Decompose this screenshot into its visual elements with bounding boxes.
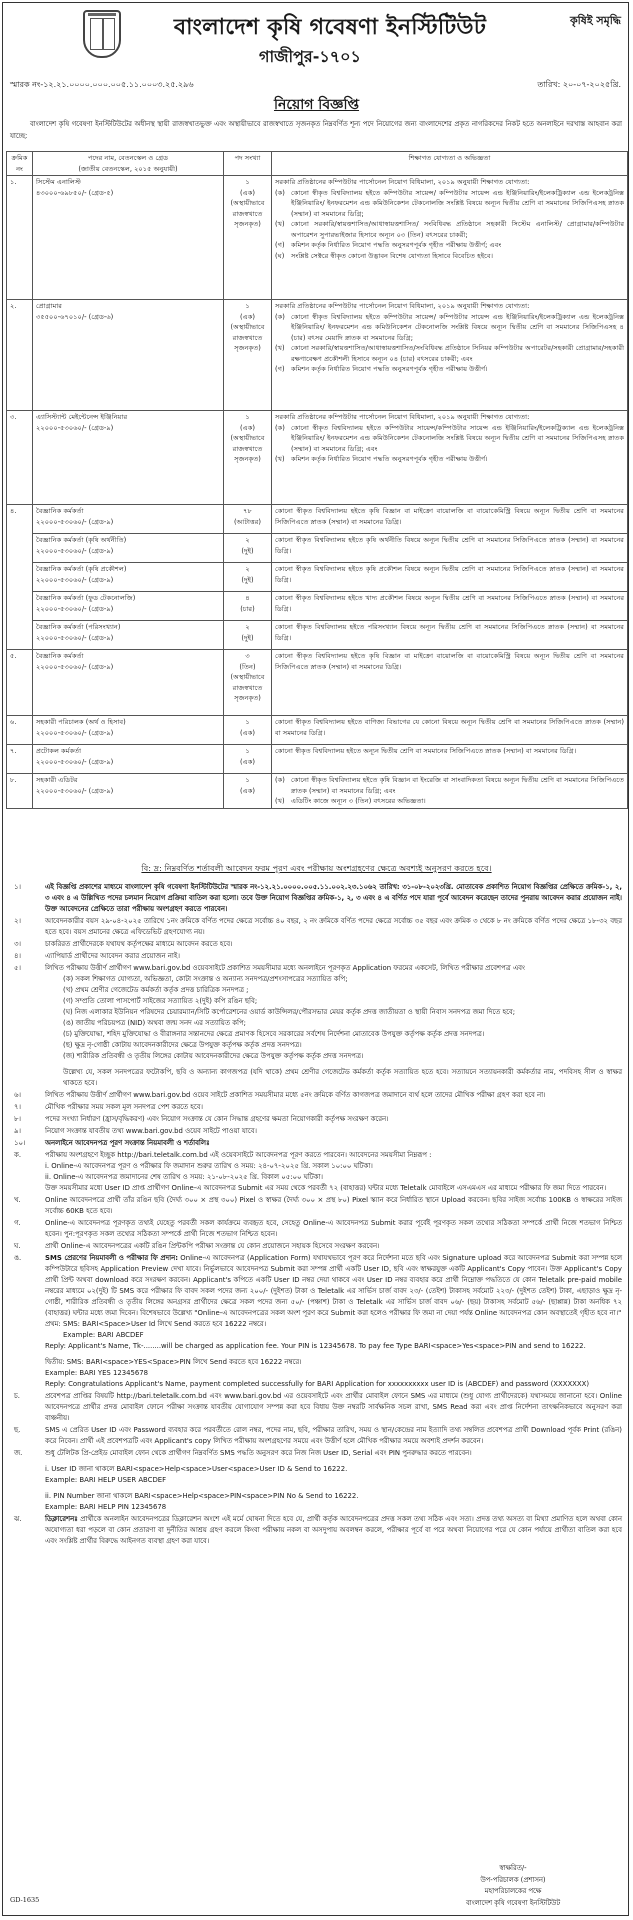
rule-letter: খ. — [14, 1196, 21, 1204]
table-row — [7, 534, 628, 563]
count-words: (এক) — [240, 728, 255, 737]
table-row — [7, 592, 628, 621]
header-count: পদ সংখ্যা — [224, 152, 272, 176]
post-scale: ৩৫৫০০-৬৭০১০/- (গ্রেড-৬) — [36, 312, 114, 321]
row-qualification: কোনো স্বীকৃত বিশ্ববিদ্যালয় হইতে অন্যূন দ্বিতীয় শ্রেণি বা সমমানের সিজিপিএতে স্নাতক (সম্মান) বা সমমানের ডিগ্রি। — [272, 745, 628, 774]
sms-example: Example: BARI ABCDEF — [63, 1331, 144, 1339]
row-qualification: কোনো স্বীকৃত বিশ্ববিদ্যালয় হইতে কৃষি প্রকৌশল বিষয়ে অন্যূন দ্বিতীয় শ্রেণি বা সমমানের সিজিপিএতে স্নাতক (সম্মান) বা সমমানের ডিগ্রি। — [272, 563, 628, 592]
qual-label: (খ) — [275, 455, 285, 463]
qual-label: (ঘ) — [275, 251, 285, 260]
note-number: ৫। — [14, 964, 21, 972]
org-city: গাজীপুর-১৭০১ — [259, 47, 361, 66]
row-post — [33, 300, 224, 411]
qual-item — [275, 240, 624, 251]
note-item — [10, 951, 622, 962]
count-words: (চার) — [240, 604, 255, 613]
header-post — [33, 152, 224, 176]
table-row — [7, 300, 628, 411]
qual-intro: সরকারি প্রতিষ্ঠানের কম্পিউটার পার্সোনেল নিয়োগ বিধিমালা, ২০১৯ অনুযায়ী শিক্ষাগত যোগ্যতা: — [275, 302, 530, 310]
rule-heading: SMS প্রেরণের নিয়মাবলী ও পরীক্ষার ফি প্রদান: — [45, 1254, 178, 1262]
count-number: ১ — [245, 178, 250, 186]
rule-letter: ক. — [14, 1151, 22, 1159]
row-qualification: কোনো স্বীকৃত বিশ্ববিদ্যালয় হইতে কৃষি বিজ্ঞান বা মাইক্রো বায়োলজি বা বায়োকেমিস্ট্রি বিষয়ে অন্যূন দ্বিতীয় শ্রেণি বা সমমানের সিজিপিএতে স্নাতক (সম্মান) বা সমমানের ডিগ্রি। — [272, 505, 628, 534]
note-number: ৪। — [14, 952, 21, 960]
qual-text: কোনো স্বীকৃত বিশ্ববিদ্যালয় হইতে কম্পিউটার সায়েন্স/ কম্পিউটার সায়েন্স এন্ড ইঞ্জিনিয়ারিং/ইলেকট্রিক্যাল এন্ড ইলেকট্রনিক্স ইঞ্জিনিয়ারিং/ ইনফরমেশন এন্ড কমিউনিকেশন টেকনোলজি সংশ্লিষ্ট বিষয়ে অন্যূন দ্বিতীয় শ্রেণি বা সমমানের সিজিপিএসহ স্নাতক (সম্মান) বা সমমানের ডিগ্রি; — [291, 188, 624, 218]
qual-item — [275, 775, 624, 796]
rule-body — [45, 1150, 622, 1194]
row-count — [224, 745, 272, 774]
row-post — [33, 621, 224, 650]
qual-item — [275, 364, 624, 375]
rule-detail: প্রার্থীকে অনলাইন আবেদনপত্রের ডিক্লারেশন অংশে এই মর্মে ঘোষনা দিতে হবে যে, প্রার্থী কর্তৃক আবেদনপত্রের প্রদত্ত সকল তথ্য সঠিক এবং সত্য। প্রদত্ত তথ্য অসত্য বা মিথ্যা প্রমাণিত হলে অথবা কোন অযোগ্যতা ধরা পড়লে বা কোন প্রতারণা বা দুর্নীতির আশ্রয় গ্রহণ করলে কিংবা পরীক্ষায় নকল বা অসদুপায় অবলম্বন করলে, পরীক্ষার পূর্বে বা পরে অথবা নিয়োগের পরে যে কোন পর্যায়ে প্রার্থীতা বাতিল করা হবে এবং সংশ্লিষ্ট প্রার্থীর বিরুদ্ধে আইনগত ব্যবস্থা গ্রহণ করা যাবে। — [45, 1515, 622, 1545]
table-row — [7, 774, 628, 809]
post-scale: ২২০০০-৫৩০৬০/- (গ্রেড-৯) — [36, 604, 114, 613]
post-scale: ২২০০০-৫৩০৬০/- (গ্রেড-৯) — [36, 662, 114, 671]
rule-letter: ঘ. — [14, 1242, 21, 1250]
qual-item — [275, 423, 624, 455]
rule-letter: ঝ. — [14, 1515, 22, 1523]
on-behalf-of: মহাপরিচালকের পক্ষে — [484, 1887, 542, 1895]
note-item — [10, 1114, 622, 1125]
qual-text: কোনো স্বীকৃত বিশ্ববিদ্যালয় হইতে কম্পিউটার সায়েন্স/কম্পিউটার সায়েন্স এন্ড ইঞ্জিনিয়ারিং/ইলেকট্রিক্যাল এন্ড ইলেকট্রনিক্স ইঞ্জিনিয়ারিং/ ইনফরমেশন এন্ড কমিউনিকেশন টেকনোলজি সংশ্লিষ্ট বিষয়ে অন্যূন দ্বিতীয় শ্রেণি বা সমমানের সিজিপিএসহ স্নাতক (সম্মান) বা সমমানের ডিগ্রি; এবং — [291, 423, 624, 453]
qual-text: কোনো স্বীকৃত বিশ্ববিদ্যালয় হইতে কম্পিউটার সায়েন্স/ কম্পিউটার সায়েন্স এন্ড ইঞ্জিনিয়ারিং/ইলেকট্রিক্যাল এন্ড ইলেকট্রনিক্স ইঞ্জিনিয়ারিং/ ইনফরমেশন এন্ড কমিউনিকেশন টেকনোলজি সংশ্লিষ্ট বিষয়ে অন্যূন দ্বিতীয় শ্রেণি বা সমমানের সিজিপিএসহ ৪ (চার) বৎসর মেয়াদি স্নাতক বা সমমানের ডিগ্রি; — [291, 312, 624, 342]
rule-letter: চ. — [14, 1392, 20, 1400]
note-item — [10, 1138, 622, 1149]
rule-item — [10, 1150, 622, 1194]
rule-heading: ডিক্লারেশনঃ — [45, 1515, 78, 1523]
table-row — [7, 563, 628, 592]
qual-text: কোনো স্বীকৃত বিশ্ববিদ্যালয় হইতে কৃষি বিজ্ঞান বা ইংরেজি বা সাংবাদিকতা বিষয়ে অন্যূন দ্বিতীয় শ্রেণি বা সমমানের সিজিপিএতে স্নাতক (সম্মান) বা সমমানের ডিগ্রি; এবং — [291, 776, 624, 795]
recovery-user-id: i. User ID জানা থাকলে BARI<space>Help<space>User<space>User ID & Send to 16222. — [45, 1465, 348, 1473]
note-text: মৌখিক পরীক্ষার সময় সকল মূল সনদপত্র পেশ করতে হবে। — [45, 1103, 203, 1111]
row-qualification: কোনো স্বীকৃত বিশ্ববিদ্যালয় হইতে পরিসংখ্যান বিষয়ে অন্যূন দ্বিতীয় শ্রেণি বা সমমানের সিজিপিএতে স্নাতক (সম্মান) বা সমমানের ডিগ্রি। — [272, 621, 628, 650]
note-number: ১০। — [14, 1139, 26, 1147]
post-name: সহকারী এডিটর — [36, 776, 78, 784]
sms-reply: Reply: Congratulations Applicant's Name, payment completed successfully for BARI Application for xxxxxxxxxx user ID is (ABCDEF) and password (XXXXXXX) — [45, 1380, 590, 1388]
rule-detail: Online-এ আবেদনপত্র (Application Form) যথাযথভাবে পূরণ করে নির্দেশনা মতে ছবি এবং Signature upload করে আবেদনপত্র Submit করা সম্পন্ন হলে কম্পিউটারে ছবিসহ Application Preview দেখা যাবে। নির্ভুলভাবে আবেদনপত্র Submit করা সম্পন্ন প্রার্থী একটি User ID, ছবি এবং স্বাক্ষরযুক্ত একটি Applicant's Copy পাবেন। উক্ত Applicant's Copy প্রার্থী প্রিন্ট অথবা download করে সংরক্ষণ করবেন। Applicant's কপিতে একটি User ID নম্বর দেয়া থাকবে এবং User ID নম্বর ব্যবহার করে প্রার্থী নিম্নোক্ত পদ্ধতিতে যে কোন Teletalk pre-paid mobile নম্বরের মাধ্যমে ০২(দুই) টি SMS করে পরীক্ষার ফি বাবদ সকল পদের জন্য ২০০/- (দুইশত) টাকা ও Teletalk এর সার্ভিস চার্জ বাবদ ২৩/- (তেইশ) টাকাসহ সর্বমোট ২২৩/- (দুইশত তেইশ) টাকা, এছাড়াও ক্ষুদ্র নৃ-গোষ্ঠী, শারীরিক প্রতিবন্ধী ও তৃতীয় লিঙ্গের অনগ্রসর প্রার্থীদের ক্ষেত্রে সকল পদের জন্য ৫০/- (পঞ্চাশ) টাকা ও Teletalk এর সার্ভিস চার্জ বাবদ ০৬/- (ছয়) টাকাসহ সর্বমোট ৫৬/- (ছাপ্পান্ন) টাকা অনধিক ৭২ (বাহাত্তর) ঘন্টার মধ্যে জমা দিবেন। বিশেষভাবে উল্লেখ্য "Online-এ আবেদনপত্রের সকল অংশ পূরণ করে Submit করা হলেও পরীক্ষার ফি জমা না দেয়া পর্যন্ত Online আবেদনপত্র কোন অবস্থাতেই গৃহীত হবে না।" — [45, 1254, 622, 1317]
qual-label: (গ) — [275, 241, 285, 249]
signatory-org: বাংলাদেশ কৃষি গবেষণা ইনস্টিটিউট — [465, 1898, 561, 1907]
row-post — [33, 774, 224, 809]
note-text: চাকরিরত প্রার্থীদেরকে যথাযথ কর্তৃপক্ষের মাধ্যমে আবেদন করতে হবে। — [45, 940, 233, 948]
org-name: বাংলাদেশ কৃষি গবেষণা ইনস্টিটিউট — [173, 15, 487, 40]
qual-text: কোনো সরকারি/স্বায়ত্তশাসিত/আধাস্বায়ত্তশাসিত/সংবিধিবদ্ধ প্রতিষ্ঠানে সিনিয়র কম্পিউটার অপারেটর/সহকারী প্রোগ্রামার/সহকারী রক্ষণাবেক্ষণ প্রকৌশলী হিসাবে অন্যূন ০৪ (চার) বৎসরের চাকরী; এবং — [291, 344, 624, 363]
rule-letter: ছ. — [14, 1426, 21, 1434]
row-qualification: কোনো স্বীকৃত বিশ্ববিদ্যালয় হইতে খাদ্য প্রকৌশল বিষয়ে অন্যূন দ্বিতীয় শ্রেণি বা সমমানের সিজিপিএতে স্নাতক (সম্মান) বা সমমানের ডিগ্রি। — [272, 592, 628, 621]
post-scale: ৪৩০০০-৬৯৮৫০/- (গ্রেড-৫) — [36, 188, 114, 197]
count-note: (অস্থায়ীভাবে রাজস্বখাতে সৃজনকৃত) — [230, 323, 265, 352]
qual-text: কমিশন কর্তৃক নির্ধারিত নিয়োগ পদ্ধতি অনুসরণপূর্বক গৃহীত পরীক্ষায় উত্তীর্ণ। — [291, 455, 488, 463]
sms-step-1: প্রথম: SMS: BARI<Space>User Id লিখে Send করতে হবে 16222 নম্বরে। — [45, 1320, 267, 1328]
row-post — [33, 745, 224, 774]
intro-paragraph: বাংলাদেশ কৃষি গবেষণা ইনস্টিটিউটের অধীনস্থ স্থায়ী রাজস্বখাতভুক্ত এবং অস্থায়ীভাবে রাজস্বখাতে সৃজনকৃত নিম্নবর্ণিত শূন্য পদে নিয়োগের জন্য বাংলাদেশের প্রকৃত নাগরিকদের নিকট হতে অনলাইনে দরখাস্ত আহবান করা যাচ্ছে: — [10, 120, 622, 140]
rule-item — [10, 1218, 622, 1240]
table-row — [7, 176, 628, 300]
note-text: এই বিজ্ঞপ্তি প্রকাশের মাধ্যমে বাংলাদেশ কৃষি গবেষণা ইনস্টিটিউটের স্মারক নং-১২.২১.০০০০.০০৫.১১.০০২.২৩.১০৬২ তারিখ: ৩১-০৮-২০২৩খ্রি. মোতাবেক প্রকাশিত নিয়োগ বিজ্ঞপ্তির প্রেক্ষিতে ক্রমিক-১, ২, ৩ এবং ৪ এ উল্লিখিত পদের চলমান নিয়োগ প্রক্রিয়া বাতিল করা হলো। তবে উক্ত নিয়োগ বিজ্ঞপ্তির ক্রমিক-১, ২, ৩ এবং ৪ এ বর্ণিত পদে যারা পূর্বে আবেদন করেছেন তাদের পুনরায় আবেদন করার প্রয়োজন নাই। উক্ত আবেদনের প্রেক্ষিতে তারা পরীক্ষায় অংশগ্রহণ করতে পারবেন। — [45, 883, 622, 913]
row-qualification: কোনো স্বীকৃত বিশ্ববিদ্যালয় হইতে কৃষি অর্থনীতি বিষয়ে অন্যূন দ্বিতীয় শ্রেণি বা সমমানের সিজিপিএতে স্নাতক (সম্মান) বা সমমানের ডিগ্রি। — [272, 534, 628, 563]
qual-item — [275, 454, 624, 465]
recovery-pin: ii. PIN Number জানা থাকলে BARI<space>Help<space>PIN<space>PIN No & Send to 16222. — [45, 1492, 359, 1500]
logo-banner — [88, 13, 116, 16]
count-number: ১ — [245, 302, 250, 310]
header-qualification: শিক্ষাগত যোগ্যতা ও অভিজ্ঞতা — [272, 152, 628, 176]
post-scale: ২২০০০-৫৩০৬০/- (গ্রেড-৯) — [36, 757, 114, 766]
qual-label: (ক) — [275, 312, 285, 321]
post-scale: ২২০০০-৫৩০৬০/- (গ্রেড-৯) — [36, 423, 114, 432]
row-serial: ৮. — [7, 774, 33, 809]
table-row — [7, 621, 628, 650]
row-count — [224, 176, 272, 300]
qual-text: কমিশন কর্তৃক নির্ধারিত নিয়োগ পদ্ধতি অনুসরণপূর্বক গৃহীত পরীক্ষায় উত্তীর্ণ; এবং — [291, 241, 502, 249]
post-scale: ২২০০০-৫৩০৬০/- (গ্রেড-৯) — [36, 786, 114, 795]
qual-text: কোনো সরকারি/স্বায়ত্তশাসিত/আধাস্বায়ত্তশাসিত/ সংবিধিবদ্ধ প্রতিষ্ঠানে সহকারী সিস্টেম এনালিস্ট/ প্রোগ্রামার/কম্পিউটার অপারেশন সুপারভাইজার হিসাবে অন্যূন ০৩ (তিন) বৎসরের চাকরী; — [291, 220, 624, 239]
sms-example: Example: BARI HELP PIN 12345678 — [45, 1503, 167, 1511]
qual-label: (গ) — [275, 365, 285, 373]
qual-item — [275, 796, 624, 807]
row-post — [33, 505, 224, 534]
sms-example: Example: BARI HELP USER ABCDEF — [45, 1476, 167, 1484]
note-text: লিখিত পরীক্ষায় উত্তীর্ণ প্রার্থীগণ www.bari.gov.bd ওয়েব সাইটে প্রকাশিত সময়সীমার মধ্যে ৫নং ক্রমিকে বর্ণিত কাগজপত্র জমাদানে ব্যর্থ হলে তাদের মৌখিক পরীক্ষা গ্রহণ করা হবে না। — [45, 1091, 546, 1099]
sms-example: Example: BARI YES 12345678 — [45, 1369, 149, 1377]
count-number: ১ — [245, 718, 250, 726]
conditions-list — [10, 882, 622, 1548]
rule-text: Online আবেদনপত্রে প্রার্থী তাঁর রঙিন ছবি (দৈর্ঘ্য ৩০০ × প্রস্থ ৩০০) Pixel ও স্বাক্ষর (দৈর্ঘ্য ৩০০ × প্রস্থ ৮০) Pixel স্ক্যান করে নির্ধারিত স্থানে Upload করবেন। ছবির সাইজ সর্বোচ্চ 100KB ও স্বাক্ষরের সাইজ সর্বোচ্চ 60KB হতে হবে। — [45, 1196, 622, 1215]
note-text: এ্যাপিয়ার্ড প্রার্থীদের আবেদন করার প্রয়োজন নাই। — [45, 952, 180, 960]
count-number: ১ — [245, 776, 250, 784]
notice-date: তারিখ: ২০-০৭-২০২৫খ্রি. — [537, 80, 621, 89]
table-header-row — [7, 152, 628, 176]
header-post-label: পদের নাম, বেতনস্কেল ও গ্রেড — [87, 154, 169, 162]
logo-panel-right — [103, 18, 115, 50]
table-row — [7, 716, 628, 745]
row-qualification — [272, 176, 628, 300]
row-count — [224, 592, 272, 621]
count-number: ১ — [245, 413, 250, 421]
row-count — [224, 505, 272, 534]
motto: কৃষিই সমৃদ্ধি — [569, 14, 621, 27]
note-item — [10, 1090, 622, 1101]
post-scale: ২২০০০-৫৩০৬০/- (গ্রেড-৯) — [36, 728, 114, 737]
rule-text — [45, 1253, 622, 1319]
note-body — [45, 963, 622, 1089]
count-number: ২ — [245, 565, 250, 573]
qual-item — [275, 251, 624, 262]
row-serial: ৬. — [7, 716, 33, 745]
qual-label: (ক) — [275, 776, 285, 784]
post-name: বৈজ্ঞানিক কর্মকর্তা (কৃষি প্রকৌশল) — [36, 565, 127, 573]
row-post — [33, 411, 224, 505]
header-post-sub: (জাতীয় বেতনস্কেল, ২০১৫ অনুযায়ী) — [78, 164, 178, 173]
count-number: ৭৮ — [243, 507, 252, 515]
application-deadline: ii. Online-এ আবেদনপত্র জমাদানের শেষ তারিখ ও সময়: ২১-০৮-২০২৫ খ্রি. বিকাল ০৫:০০ ঘটিকা। — [45, 1173, 323, 1181]
row-qualification: কোনো স্বীকৃত বিশ্ববিদ্যালয় হইতে বাণিজ্য বিভাগের যে কোনো বিষয়ে অন্যূন দ্বিতীয় শ্রেণি বা সমমানের সিজিপিএতে স্নাতক (সম্মান) বা সমমানের ডিগ্রি। — [272, 716, 628, 745]
row-count — [224, 300, 272, 411]
count-words: (তিন) — [239, 662, 256, 671]
note-text: পদের সংখ্যা নির্ধারণ (হ্রাস/বৃদ্ধিকরণ) এবং নিয়োগ সংক্রান্ত যে কোন সিদ্ধান্ত গ্রহণের ক্ষমতা নিয়োগকারী কর্তৃপক্ষ সংরক্ষণ করেন। — [45, 1115, 389, 1123]
rule-text: প্রবেশপত্র প্রাপ্তির বিষয়টি http://bari.teletalk.com.bd এবং www.bari.gov.bd এর ওয়েবসাইটে এবং প্রার্থীর মোবাইল ফোনে SMS এর মাধ্যমে (শুধু যোগ্য প্রার্থীদেরকে) যথাসময়ে জানানো হবে। Online আবেদনপত্রে প্রার্থীর প্রদত্ত মোবাইল ফোনে পরীক্ষা সংক্রান্ত যাবতীয় যোগাযোগ সম্পন্ন করা হবে বিধায় উক্ত নম্বরটি সার্বক্ষনিক সচল রাখা, SMS Read করা এবং প্রাপ্ত নির্দেশনা তাৎক্ষনিকভাবে অনুসরণ করা বাঞ্চনীয়। — [45, 1392, 622, 1422]
row-count — [224, 716, 272, 745]
rule-item — [10, 1195, 622, 1217]
qual-text: কমিশন কর্তৃক নির্ধারিত নিয়োগ পদ্ধতি অনুসরণপূর্বক গৃহীত পরীক্ষায় উত্তীর্ণ। — [291, 365, 488, 373]
row-post — [33, 650, 224, 716]
post-name: এ্যাসিস্ট্যান্ট মেইন্টেনেন্স ইঞ্জিনিয়ার — [36, 413, 128, 421]
logo-panel-left — [90, 18, 103, 50]
row-serial: ৫. — [7, 650, 33, 716]
note-item — [10, 939, 622, 950]
document-item: (খ) প্রথম শ্রেণীর গেজেটেড কর্মকর্তা কর্তৃক প্রদত্ত চারিত্রিক সনদপত্র ; — [63, 986, 249, 994]
count-number: ২ — [245, 536, 250, 544]
row-post — [33, 592, 224, 621]
row-count — [224, 534, 272, 563]
note-item — [10, 1126, 622, 1137]
rule-letter: ঙ. — [14, 1254, 22, 1262]
rule-text: উক্ত সময়সীমার মধ্যে User ID প্রাপ্ত প্রার্থীগণ Online-এ আবেদনপত্র Submit এর সময় থেকে পরবর্তী ৭২ (বাহাত্তর) ঘন্টার মধ্যে Teletalk মোবাইলে এসএমএস এর মাধ্যমে পরীক্ষার ফি জমা দিতে পারবেন। — [45, 1184, 607, 1192]
row-qualification: কোনো স্বীকৃত বিশ্ববিদ্যালয় হইতে কৃষি বিজ্ঞান বা মাইক্রো বায়োলজি বা বায়োকেমিস্ট্রি বিষয়ে অন্যূন দ্বিতীয় শ্রেণি বা সমমানের সিজিপিএতে স্নাতক (সম্মান) বা সমমানের ডিগ্রি। — [272, 650, 628, 716]
row-post — [33, 176, 224, 300]
post-name: বৈজ্ঞানিক কর্মকর্তা (কৃষি অর্থনীতি) — [36, 536, 127, 544]
count-words: (এক) — [240, 423, 255, 432]
table-row — [7, 411, 628, 505]
post-name: বৈজ্ঞানিক কর্মকর্তা (পরিসংখ্যান) — [36, 623, 121, 631]
signature-block — [433, 1863, 593, 1909]
qual-item — [275, 312, 624, 344]
rule-body — [45, 1253, 622, 1390]
document-item: (ছ) ক্ষুদ্র নৃ-গোষ্ঠী কোটায় আবেদনকারীদের ক্ষেত্রে উপযুক্ত কর্তৃপক্ষ কর্তৃক প্রদত্ত সনদপত্র। — [63, 1041, 302, 1049]
note-item — [10, 882, 622, 915]
qual-label: (খ) — [275, 220, 285, 228]
note-number: ৩। — [14, 940, 21, 948]
qual-label: (খ) — [275, 344, 285, 352]
post-name: বৈজ্ঞানিক কর্মকর্তা (ফুড টেকনোলজি) — [36, 594, 136, 602]
rule-item — [10, 1425, 622, 1447]
attestation-note: উল্লেখ্য যে, সকল সনদপত্রের ফটোকপি, ছবি ও অন্যান্য কাগজপত্র (যদি থাকে) প্রথম শ্রেণীর গেজেটেড কর্মকর্তা কর্তৃক সত্যায়িত হতে হবে। সত্যায়নে সত্যায়নকারী কর্মকর্তার নাম, পদবিসহ সীল ও স্বাক্ষর থাকতে হবে। — [63, 1068, 622, 1087]
document-item: (ক) সকল শিক্ষাগত যোগ্যতা, অভিজ্ঞতা, কোটা সংক্রান্ত ও অন্যান্য সনদপত্র/প্রশংসাপত্রের সত্যায়িত কপি; — [63, 975, 348, 983]
qual-label: (ক) — [275, 423, 285, 432]
document-item: (গ) সম্প্রতি তোলা পাসপোর্ট সাইজের সত্যায়িত ২(দুই) কপি রঙিন ছবি; — [63, 997, 258, 1005]
row-serial: ১. — [7, 176, 33, 300]
post-name: সহকারী পরিচালক (অর্থ ও হিসাব) — [36, 718, 126, 726]
signatory-designation: উপ-পরিচালক (প্রশাসন) — [480, 1875, 546, 1884]
table-row — [7, 650, 628, 716]
application-start: i. Online-এ আবেদনপত্র পূরণ ও পরীক্ষার ফি জমাদান শুরুর তারিখ ও সময়: ২৪-০৭-২০২৫ খ্রি. সকাল ১০:০০ ঘটিকা। — [45, 1162, 373, 1170]
header-serial: ক্রমিক নং — [7, 152, 33, 176]
note-item — [10, 1102, 622, 1113]
post-scale: ২২০০০-৫৩০৬০/- (গ্রেড-৯) — [36, 575, 114, 584]
post-scale: ২২০০০-৫৩০৬০/- (গ্রেড-৯) — [36, 633, 114, 642]
row-qualification — [272, 300, 628, 411]
post-name: বৈজ্ঞানিক কর্মকর্তা — [36, 652, 84, 660]
rule-text: SMS এ প্রেরিত User ID এবং Password ব্যবহার করে পরবর্তীতে রোল নম্বর, পদের নাম, ছবি, পরীক্ষার তারিখ, সময় ও স্থান/কেন্দ্রের নাম ইত্যাদি তথ্য সম্বলিত প্রবেশপত্র প্রার্থী Download পূর্বক Print (রঙিন) করে নিবেন। প্রার্থী এই প্রবেশপত্রটি এবং Applicant's copy লিখিত পরীক্ষায় অংশগ্রহণের সময়ে এবং উত্তীর্ণ হলে মৌখিক পরীক্ষার সময়ে অবশ্যই প্রদর্শন করবেন। — [45, 1426, 622, 1445]
qual-label: (খ) — [275, 797, 285, 805]
note-number: ৬। — [14, 1091, 21, 1099]
note-text: লিখিত পরীক্ষায় উত্তীর্ণ প্রার্থীগণ www.bari.gov.bd ওয়েবসাইটে প্রকাশিত সময়সীমার মধ্যে অনলাইনে পূরণকৃত Application ফরমের একসেট, লিখিত পরীক্ষার প্রবেশপত্র এবং — [45, 964, 525, 972]
sms-step-2: দ্বিতীয়: SMS: BARI<space>YES<Space>PIN লিখে Send করতে হবে 16222 নম্বরে। — [45, 1358, 302, 1366]
note-number: ৯। — [14, 1127, 21, 1135]
rule-text: Online-এ আবেদনপত্র পূরণকৃত তথ্যই যেহেতু পরবর্তী সকল কার্যক্রমে ব্যবহৃত হবে, সেহেতু Online-এ আবেদনপত্র Submit করার পূর্বেই পূরণকৃত সকল তথ্যের সঠিকতা সম্পর্কে প্রার্থী নিজে শতভাগ নিশ্চিত হবেন। পুন:পূরণকৃত সকল তথ্যের সঠিকতা সম্পর্কে প্রার্থী নিজে শতভাগ নিশ্চিত হবেন। — [45, 1219, 622, 1238]
rule-body — [45, 1448, 622, 1513]
rule-text — [45, 1514, 622, 1547]
row-count — [224, 563, 272, 592]
row-qualification — [272, 411, 628, 505]
bari-logo-icon — [83, 10, 121, 58]
rule-item — [10, 1391, 622, 1424]
qual-item — [275, 188, 624, 220]
row-serial: ২. — [7, 300, 33, 411]
notes-title: বি: দ্র: নিম্নবর্ণিত শর্তাবলী আবেদন ফরম পূরণ এবং পরীক্ষায় অংশগ্রহণের ক্ষেত্রে অবশ্যই অনুসরণ করতে হবে। — [141, 863, 492, 873]
table-row — [7, 505, 628, 534]
table-row — [7, 745, 628, 774]
gd-code: GD-1635 — [10, 1896, 40, 1904]
row-count — [224, 774, 272, 809]
row-post — [33, 534, 224, 563]
rule-item — [10, 1514, 622, 1547]
qual-label: (ক) — [275, 188, 285, 197]
count-words: (আটাত্তর) — [233, 517, 262, 526]
note-text: অনলাইনে আবেদনপত্র পূরণ সংক্রান্ত নিয়মাবলী ও শর্তাবলিঃ — [45, 1139, 210, 1147]
post-scale: ২২০০০-৫৩০৬০/- (গ্রেড-৯) — [36, 517, 114, 526]
row-qualification — [272, 774, 628, 809]
count-note: (অস্থায়ীভাবে রাজস্বখাতে সৃজনকৃত) — [230, 199, 265, 228]
count-number: ৩ — [245, 652, 250, 660]
count-words: (এক) — [240, 312, 255, 321]
rule-item — [10, 1241, 622, 1252]
count-words: (দুই) — [241, 546, 254, 555]
document-item: (ঘ) নিজ এলাকার ইউনিয়ন পরিষদের চেয়ারম্যান/সিটি কর্পোরেশনের ওয়ার্ড কাউন্সিলর/পৌরসভার মেয়র কর্তৃক প্রদত্ত জাতীয়তা ও স্থায়ী নিবাস সনদপত্র জমা দিতে হবে; — [63, 1008, 516, 1016]
document-item: (জ) শারীরিক প্রতিবন্ধী ও তৃতীয় লিঙ্গের কোটায় আবেদনকারীদের ক্ষেত্রে উপযুক্ত কর্তৃপক্ষ কর্তৃক প্রদত্ত সনদপত্র। — [63, 1052, 364, 1060]
row-post — [33, 716, 224, 745]
note-text: আবেদনকারীর বয়স ২৯-০৪-২০২৫ তারিখে ১নং ক্রমিকে বর্ণিত পদের ক্ষেত্রে সর্বোচ্চ ৪০ বছর, ২ নং ক্রমিকে বর্ণিত পদের ক্ষেত্রে সর্বোচ্চ ৩৫ বছর এবং ক্রমিক ৩ থেকে ৮ নং ক্রমিকে বর্ণিত পদের ক্ষেত্রে ১৮-৩২ বছর হতে হবে। বয়স প্রমানের ক্ষেত্রে এফিডেভিট গ্রহণযোগ্য নয়। — [45, 917, 622, 936]
count-number: ৪ — [245, 594, 250, 602]
memo-number: স্মারক নং-১২.২১.০০০০.০০০.০০৫.১১.০০০৩.২৫.২৯৬ — [10, 80, 194, 89]
signed-mark: স্বাক্ষরিত/- — [499, 1864, 527, 1872]
rule-text: প্রার্থী Online-এ আবেদনপত্রের একটি রঙিন প্রিন্টকপি পরীক্ষা সংক্রান্ত যে কোন প্রয়োজনে সহায়ক হিসেবে সংরক্ষণ করবেন। — [45, 1242, 380, 1250]
letterhead — [0, 0, 633, 140]
note-number: ৮। — [14, 1115, 21, 1123]
rule-item — [10, 1448, 622, 1513]
note-number: ২। — [14, 917, 21, 925]
row-post — [33, 563, 224, 592]
rule-text: শুধু টেলিটক প্রি-প্রেইড মোবাইল ফোন থেকে প্রার্থীগণ নিম্নবর্ণিত SMS পদ্ধতি অনুসরণ করে নিজ নিজ User ID, Serial এবং PIN পুনরুদ্ধার করতে পারবেন। — [45, 1449, 472, 1457]
row-count — [224, 411, 272, 505]
row-serial: ৩. — [7, 411, 33, 505]
qual-intro: সরকারি প্রতিষ্ঠানের কম্পিউটার পার্সোনেল নিয়োগ বিধিমালা, ২০১৯ অনুযায়ী শিক্ষাগত যোগ্যতা: — [275, 178, 530, 186]
document-item: (চ) মুক্তিযোদ্ধা, শহিদ মুক্তিযোদ্ধা ও বীরাঙ্গনার সন্তানদের ক্ষেত্রে প্রমাণক হিসেবে সরকারের সর্বশেষ নির্দেশনা মোতাবেক উপযুক্ত কর্তৃপক্ষ কর্তৃক প্রদত্ত সনদপত্র। — [63, 1030, 485, 1038]
qual-text: এডিটিং কাজে অন্যূন ৩ (তিন) বৎসরের অভিজ্ঞতা। — [291, 797, 426, 805]
note-number: ৭। — [14, 1103, 21, 1111]
row-count — [224, 621, 272, 650]
count-words: (এক) — [240, 786, 255, 795]
count-number: ২ — [245, 623, 250, 631]
count-note: (অস্থায়ীভাবে রাজস্বখাতে সৃজনকৃত) — [230, 673, 265, 702]
rule-letter: জ. — [14, 1449, 23, 1457]
rule-letter: গ. — [14, 1219, 21, 1227]
posts-table — [6, 151, 628, 809]
note-number: ১। — [14, 883, 21, 891]
count-number: ১ — [245, 747, 250, 755]
post-name: সিস্টেম এনালিস্ট — [36, 178, 81, 186]
note-text: নিয়োগ সংক্রান্ত যাবতীয় তথ্য www.bari.gov.bd ওয়েব সাইটে পাওয়া যাবে। — [45, 1127, 257, 1135]
post-name: প্রোগ্রামার — [36, 302, 62, 310]
rule-item — [10, 1253, 622, 1390]
qual-text: সংশ্লিষ্ট সেক্টরে স্বীকৃত কোনো উদ্ভাবন বিশেষ যোগ্যতা হিসাবে বিবেচিত হইবে। — [291, 251, 493, 260]
post-name: প্রটোকল কর্মকর্তা — [36, 747, 82, 755]
notice-title: নিয়োগ বিজ্ঞপ্তি — [273, 97, 360, 113]
note-item — [10, 963, 622, 1089]
count-words: (এক) — [240, 188, 255, 197]
row-serial: ৪. — [7, 505, 33, 650]
post-name: বৈজ্ঞানিক কর্মকর্তা — [36, 507, 84, 515]
count-words: (এক) — [240, 757, 255, 766]
count-words: (দুই) — [241, 575, 254, 584]
row-serial: ৭. — [7, 745, 33, 774]
count-words: (দুই) — [241, 633, 254, 642]
count-note: (অস্থায়ীভাবে রাজস্বখাতে সৃজনকৃত) — [230, 434, 265, 463]
qual-item — [275, 343, 624, 364]
qual-item — [275, 219, 624, 240]
post-scale: ২২০০০-৫৩০৬০/- (গ্রেড-৯) — [36, 546, 114, 555]
document-item: (ঙ) জাতীয় পরিচয়পত্র (NID) অথবা জন্ম সনদ এর সত্যায়িত কপি; — [63, 1019, 247, 1027]
sms-reply: Reply: Applicant's Name, Tk-........will be charged as application fee. Your PIN is 12345678. To pay fee Type BARI<space>Yes<space>PIN and send to 16222. — [45, 1342, 586, 1350]
note-item — [10, 916, 622, 938]
row-count — [224, 650, 272, 716]
rule-text: পরীক্ষায় অংশগ্রহণে ইচ্ছুক http://bari.teletalk.com.bd এই ওয়েবসাইটে আবেদনপত্র পূরণ করতে পারবেন। আবেদনের সময়সীমা নিম্নরূপ : — [45, 1151, 432, 1159]
qual-intro: সরকারি প্রতিষ্ঠানের কম্পিউটার পার্সোনেল নিয়োগ বিধিমালা, ২০১৯ অনুযায়ী শিক্ষাগত যোগ্যতা: — [275, 413, 530, 421]
